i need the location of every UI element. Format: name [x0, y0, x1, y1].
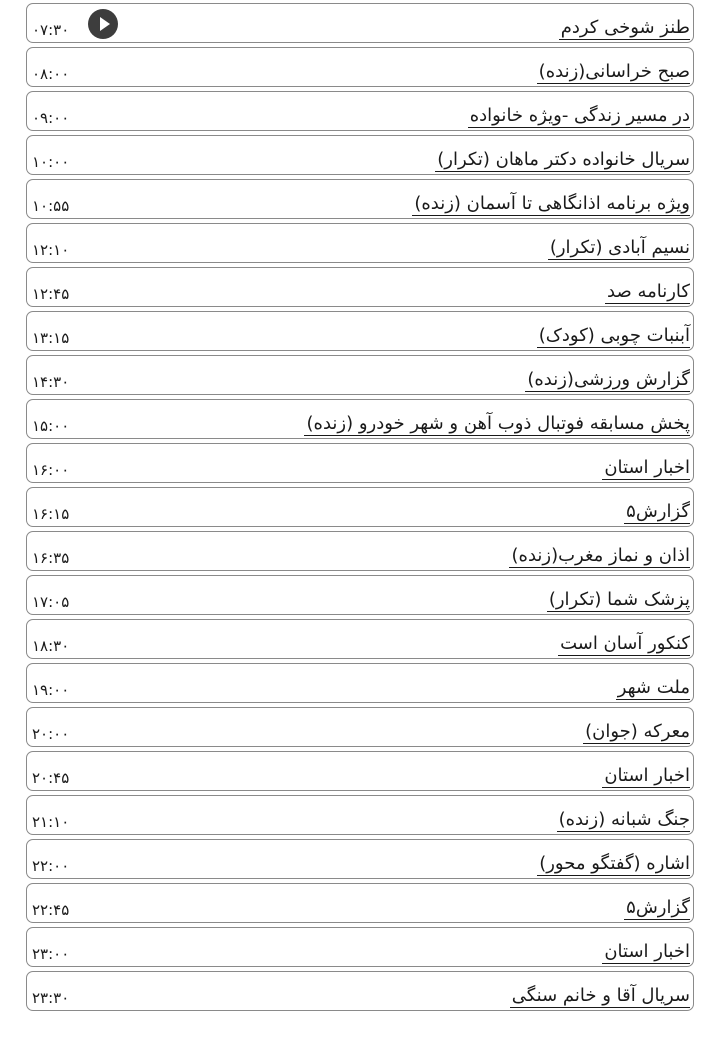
program-time: ۱۳:۱۵	[32, 329, 70, 347]
program-time: ۱۷:۰۵	[32, 593, 70, 611]
program-time: ۲۰:۰۰	[32, 725, 70, 743]
program-row[interactable]	[26, 399, 694, 439]
program-title[interactable]: ملت شهر	[617, 677, 690, 698]
program-title[interactable]: کارنامه صد	[607, 281, 690, 302]
program-time: ۱۴:۳۰	[32, 373, 70, 391]
program-schedule-list	[26, 3, 694, 1015]
program-time: ۰۹:۰۰	[32, 109, 70, 127]
play-icon[interactable]	[88, 9, 118, 39]
program-row[interactable]	[26, 267, 694, 307]
program-title[interactable]: اشاره (گفتگو محور)	[539, 853, 690, 874]
program-row[interactable]	[26, 575, 694, 615]
program-title[interactable]: در مسیر زندگی -ویژه خانواده	[469, 105, 690, 126]
program-time: ۱۲:۱۰	[32, 241, 70, 259]
program-row[interactable]	[26, 751, 694, 791]
program-time: ۰۷:۳۰	[32, 21, 70, 39]
program-time: ۲۱:۱۰	[32, 813, 70, 831]
program-time: ۱۵:۰۰	[32, 417, 70, 435]
program-title[interactable]: اخبار استان	[604, 941, 690, 962]
program-time: ۱۸:۳۰	[32, 637, 70, 655]
program-title[interactable]: اخبار استان	[604, 765, 690, 786]
program-time: ۲۲:۰۰	[32, 857, 70, 875]
program-row[interactable]	[26, 443, 694, 483]
program-title[interactable]: اخبار استان	[604, 457, 690, 478]
program-row[interactable]	[26, 795, 694, 835]
program-row[interactable]	[26, 3, 694, 43]
program-row[interactable]	[26, 663, 694, 703]
program-title[interactable]: آبنبات چوبی (کودک)	[538, 325, 690, 346]
program-time: ۱۲:۴۵	[32, 285, 70, 303]
program-row[interactable]	[26, 47, 694, 87]
program-row[interactable]	[26, 531, 694, 571]
program-title[interactable]: کنکور آسان است	[560, 633, 690, 654]
program-time: ۱۶:۰۰	[32, 461, 70, 479]
program-title[interactable]: سریال خانواده دکتر ماهان (تکرار)	[437, 149, 690, 170]
program-title[interactable]: گزارش ورزشی(زنده)	[527, 369, 690, 390]
program-title[interactable]: اذان و نماز مغرب(زنده)	[511, 545, 690, 566]
program-row[interactable]	[26, 707, 694, 747]
program-row[interactable]	[26, 311, 694, 351]
program-title[interactable]: جنگ شبانه (زنده)	[558, 809, 690, 830]
program-time: ۰۸:۰۰	[32, 65, 70, 83]
program-time: ۲۰:۴۵	[32, 769, 70, 787]
program-row[interactable]	[26, 619, 694, 659]
program-time: ۱۶:۱۵	[32, 505, 70, 523]
program-title[interactable]: پزشک شما (تکرار)	[548, 589, 690, 610]
program-title[interactable]: معرکه (جوان)	[585, 721, 690, 742]
program-row[interactable]	[26, 839, 694, 879]
program-row[interactable]	[26, 91, 694, 131]
program-row[interactable]	[26, 179, 694, 219]
program-title[interactable]: ویژه برنامه اذانگاهی تا آسمان (زنده)	[414, 193, 690, 214]
program-title[interactable]: پخش مسابقه فوتبال ذوب آهن و شهر خودرو (زنده)	[306, 413, 690, 434]
program-row[interactable]	[26, 971, 694, 1011]
program-time: ۱۰:۵۵	[32, 197, 70, 215]
program-title[interactable]: صبح خراسانی(زنده)	[538, 61, 690, 82]
program-row[interactable]	[26, 355, 694, 395]
program-title[interactable]: سریال آقا و خانم سنگی	[511, 985, 690, 1006]
program-title[interactable]: گزارش۵	[626, 897, 690, 918]
program-time: ۲۳:۰۰	[32, 945, 70, 963]
program-row[interactable]	[26, 927, 694, 967]
program-row[interactable]	[26, 487, 694, 527]
program-time: ۱۹:۰۰	[32, 681, 70, 699]
program-time: ۱۰:۰۰	[32, 153, 70, 171]
program-title[interactable]: نسیم آبادی (تکرار)	[549, 237, 690, 258]
program-row[interactable]	[26, 223, 694, 263]
program-time: ۲۳:۳۰	[32, 989, 70, 1007]
program-title[interactable]: گزارش۵	[626, 501, 690, 522]
program-title[interactable]: طنز شوخی کردم	[560, 17, 690, 38]
program-time: ۲۲:۴۵	[32, 901, 70, 919]
program-time: ۱۶:۳۵	[32, 549, 70, 567]
program-row[interactable]	[26, 883, 694, 923]
program-row[interactable]	[26, 135, 694, 175]
